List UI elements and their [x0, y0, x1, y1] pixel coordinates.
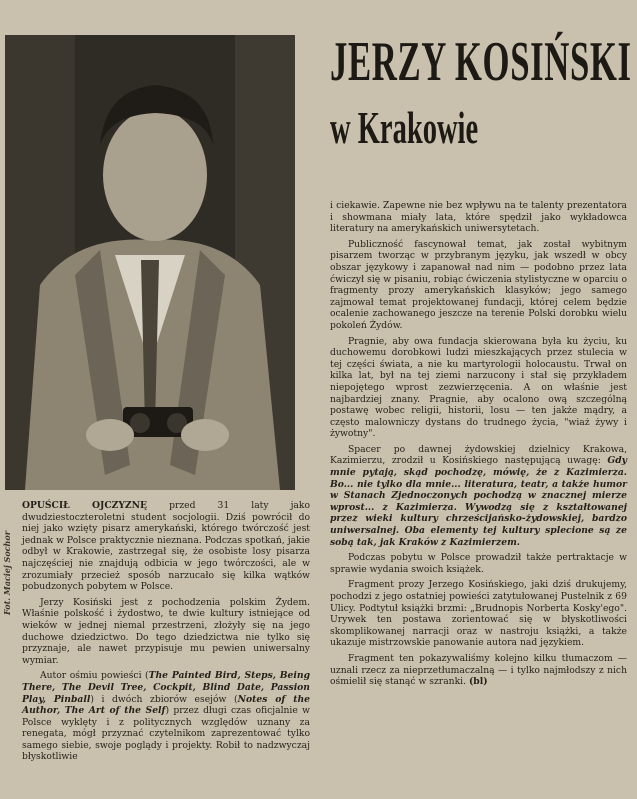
portrait-photo [5, 35, 295, 490]
paragraph-r2: Publiczność fascynował temat, jak został wybitnym pisarzem tworząc w przybranym języku, jak wszedł w obcy obszar językowy i zapanował nad nim — podobno przez lata ćwiczył się w pisaniu, robiąc ćwiczenia stylistyczne w oparciu o fragmenty prozy amerykańskich klasyków; jego samego zajmował temat projektowanej fundacji, której celem będzie ocalenie zachowanego jeszcze na terenie Polski dorobku wielu pokoleń Żydów. [330, 238, 627, 331]
right-column [330, 200, 627, 692]
novel-titles: The Painted Bird, Steps, Being There, The Devil Tree, Cockpit, Blind Date, Passion Play, Pinball [22, 670, 311, 705]
paragraph-r7: Fragment ten pokazywaliśmy kolejno kilku tłumaczom — uznali rzecz za nieprzetłumaczalną — i tylko najmłodszy z nich ośmielił się stanąć w szranki. (bl) [330, 652, 627, 688]
lead-words: OPUŚCIŁ OJCZYZNĘ [22, 500, 148, 511]
title-name: JERZY KOSIŃSKI [330, 31, 632, 93]
author-signature: (bl) [468, 676, 488, 688]
paragraph-2: Jerzy Kosiński jest z pochodzenia polskim Żydem. Właśnie polskość i żydostwo, te dwie kultury istniejące od wieków w jednej niemal przestrzeni, złożyły się na jego duchowe dziedzictwo. Do tego dziedzictwa nie tylko się przyznaje, ale nawet przypisuje mu pewien uniwersalny wymiar. [22, 596, 310, 666]
photo-credit: Fot. Maciej Sochor [2, 531, 12, 615]
article-title [330, 28, 632, 154]
portrait-illustration [5, 35, 295, 490]
title-subtitle: w Krakowie [330, 102, 479, 153]
essay-titles: Notes of the Author, The Art of the Self [22, 693, 310, 717]
paragraph-r1: i ciekawie. Zapewne nie bez wpływu na te talenty prezentatora i showmana miały lata, które spędził jako wykładowca literatury na amerykańskich uniwersytetach. [330, 200, 627, 235]
paragraph-1: OPUŚCIŁ OJCZYZNĘ przed 31 laty jako dwudziestoczteroletni student socjologii. Dziś powrócił do niej jako wzięty pisarz amerykański, którego twórczość jest jednak w Polsce praktycznie nieznana. Podczas spotkań, jakie odbył w Krakowie, zastrzegał się, że osobiste losy pisarza najczęściej nie znajdują odbicia w jego twórczości, ale w zrozumiały przecież sposób narzucało się kilka wątków pobudzonych pobytem w Polsce. [22, 500, 310, 593]
paragraph-r5: Podczas pobytu w Polsce prowadził także pertraktacje w sprawie wydania swoich książek. [330, 552, 627, 575]
paragraph-r6: Fragment prozy Jerzego Kosińskiego, jaki dziś drukujemy, pochodzi z jego ostatniej powieści zatytułowanej Pustelnik z 69 Ulicy. Podtytuł książki brzmi: „Brudnopis Norberta Kosky'ego". Urywek ten postawa zorientować się w błyskotliwości skomplikowanej narracji oraz w nastroju książki, a także ukazuje mistrzowskie panowanie autora nad językiem. [330, 579, 627, 649]
kazimierz-quote: Gdy mnie pytają, skąd pochodzę, mówię, że z Kazimierza. Bo... nie tylko dla mnie... literatura, teatr, a także humor w Stanach Zjednoczonych pochodzą w znacznej mierze wprost... z Kazimierza. Wywodzą się z kształtowanej przez wieki kultury chrześcijańsko-żydowskiej, bardzo uniwersalnej. Oba elementy tej kultury splecione są ze sobą tak, jak Kraków z Kazimierzem. [330, 455, 627, 548]
paragraph-r4: Spacer po dawnej żydowskiej dzielnicy Krakowa, Kazimierzu, zrodził u Kosińskiego następującą uwagę: Gdy mnie pytają, skąd pochodzę, mówię, że z Kazimierza. Bo... nie tylko dla mnie... literatura, teatr, a także humor w Stanach Zjednoczonych pochodzą w znacznej mierze wprost... z Kazimierza. Wywodzą się z kształtowanej przez wieki kultury chrześcijańsko-żydowskiej, bardzo uniwersalnej. Oba elementy tej kultury splecione są ze sobą tak, jak Kraków z Kazimierzem. [330, 443, 627, 548]
paragraph-3: Autor ośmiu powieści (The Painted Bird, Steps, Being There, The Devil Tree, Cockpit, Blind Date, Passion Play, Pinball) i dwóch zbiorów esejów (Notes of the Author, The Art of the Self) przez długi czas oficjalnie w Polsce wyklęty i z politycznych względów uznany za renegata, mógł przyznać czytelnikom zaprezentować tylko samego siebie, swoje poglądy i projekty. Robił to nadzwyczaj błyskotliwie [22, 670, 311, 763]
paragraph-r3: Pragnie, aby owa fundacja skierowana była ku życiu, ku duchowemu dorobkowi ludzi mieszkających przez stulecia w tej części świata, a nie ku martyrologii holocaustu. Trwał on kilka lat, był na tej ziemi narzucony i stał się przykładem niepojętego wprost zezwierzęcenia. A on właśnie jest najbardziej znany. Pragnie, aby ocalono ową szczególną postawę wobec religii, historii, losu — ten jakże mądry, a często malowniczy dystans do trudnego życia, "wiaż żywy i żywotny". [330, 335, 627, 440]
left-column [22, 500, 310, 767]
